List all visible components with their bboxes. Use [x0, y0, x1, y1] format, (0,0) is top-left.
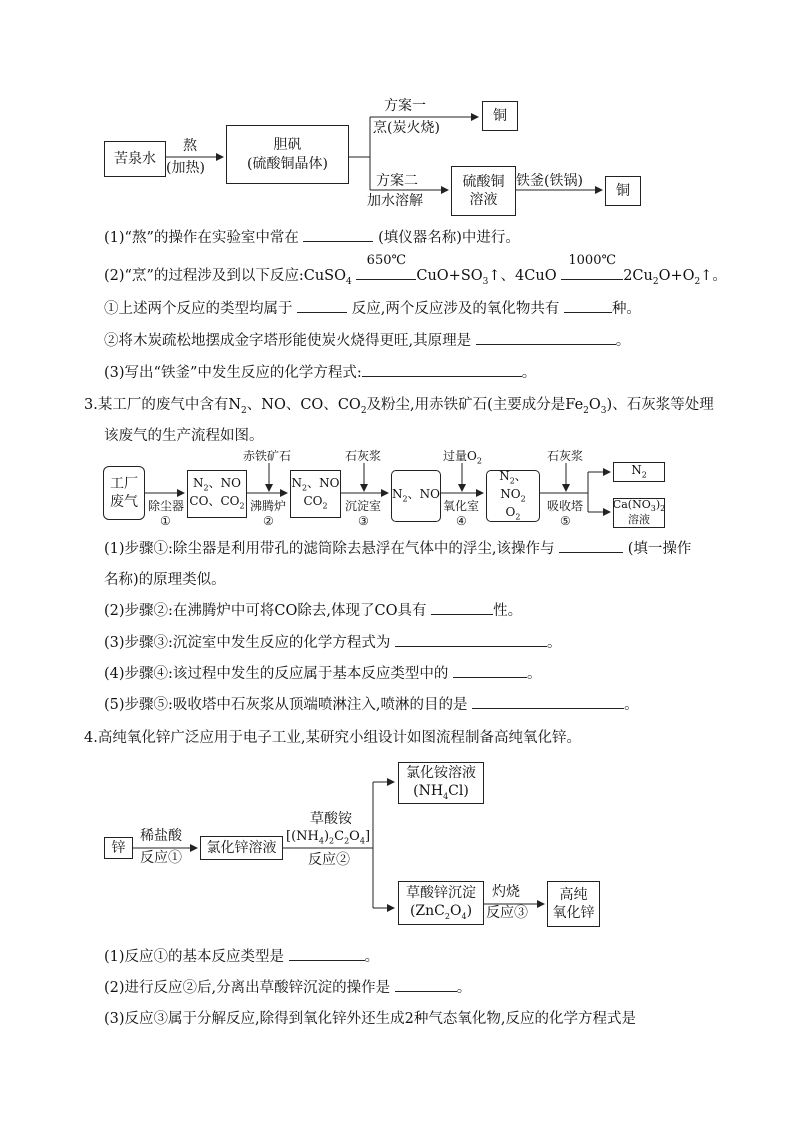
plan2-label: 方案二 — [376, 173, 418, 189]
ammonium-chloride-box: 氯化铵溶液 $(NH_4Cl)$ — [398, 762, 484, 804]
lime-slurry-label-1: 石灰浆 — [345, 449, 382, 463]
step2-number: ② — [263, 514, 274, 528]
reaction1-label: 反应① — [140, 850, 182, 866]
lime-slurry-label-2: 石灰浆 — [547, 449, 584, 463]
q4-part1: (1)反应①的基本反应类型是 。 — [104, 945, 379, 969]
q2-part2: (2)“烹”的过程涉及到以下反应:CuSO$_4$ 650℃ $CuO+SO_3↑$、4CuO 1000℃ $2Cu_2O+O_2↑$。 — [104, 253, 727, 287]
gas-box-2: $N_2$、NO $CO_2$ — [290, 470, 341, 518]
blue-vitriol-box: 胆矾 (硫酸铜晶体) — [226, 125, 349, 184]
zinc-box: 锌 — [104, 837, 133, 859]
heating-label: (加热) — [166, 160, 205, 176]
step4-number: ④ — [456, 514, 467, 528]
copper-box-1: 铜 — [482, 101, 518, 131]
q3-intro: 3.某工厂的废气中含有$N_2$、NO、CO、$CO_2$及粉尘,用赤铁矿石(主要成分是$Fe_2O_3$)、石灰浆等处理 — [84, 397, 714, 416]
answer-blank[interactable] — [289, 946, 365, 961]
q2-part1: (1)“熬”的操作在实验室中常在 (填仪器名称)中进行。 — [104, 226, 520, 250]
dust-collector-label: 除尘器 — [148, 499, 185, 513]
bitter-spring-water-box: 苦泉水 — [104, 141, 166, 177]
absorption-tower-label: 吸收塔 — [547, 499, 584, 513]
copper-box-2: 铜 — [605, 176, 641, 206]
hematite-label: 赤铁矿石 — [243, 449, 292, 463]
gas-box-1: $N_2$、NO CO、$CO_2$ — [187, 470, 247, 518]
calcination-label: 灼烧 — [492, 884, 520, 900]
q3-part1: (1)步骤①:除尘器是利用带孔的滤筒除去悬浮在气体中的浮尘,该操作与 (填一操作 — [104, 537, 691, 561]
ammonium-oxalate-label: 草酸铵 — [310, 811, 352, 827]
q4-intro: 4.高纯氧化锌广泛应用于电子工业,某研究小组设计如图流程制备高纯氧化锌。 — [84, 730, 581, 746]
q3-intro-line2: 该废气的生产流程如图。 — [104, 428, 264, 444]
step1-number: ① — [160, 514, 171, 528]
step3-number: ③ — [358, 514, 369, 528]
step5-number: ⑤ — [560, 514, 571, 528]
q3-part5: (5)步骤⑤:吸收塔中石灰浆从顶端喷淋注入,喷淋的目的是 。 — [104, 693, 639, 717]
calcium-nitrate-output-box: $Ca(NO_3)_2$ 溶液 — [612, 498, 666, 527]
add-water-label: 加水溶解 — [367, 193, 423, 209]
boil-label: 熬 — [183, 138, 197, 154]
zinc-chloride-solution-box: 氯化锌溶液 — [200, 836, 283, 860]
q3-part3: (3)步骤③:沉淀室中发生反应的化学方程式为 。 — [104, 631, 562, 655]
q2-part2-sub1: ①上述两个反应的类型均属于 反应,两个反应涉及的氧化物共有 种。 — [104, 297, 641, 321]
settling-chamber-label: 沉淀室 — [345, 499, 382, 513]
q3-part2: (2)步骤②:在沸腾炉中可将CO除去,体现了CO具有 性。 — [104, 599, 522, 623]
q2-part3: (3)写出“铁釜”中发生反应的化学方程式: 。 — [104, 361, 536, 385]
oxidation-chamber-label: 氧化室 — [443, 499, 480, 513]
q4-part2: (2)进行反应②后,分离出草酸锌沉淀的操作是 。 — [104, 976, 471, 1000]
copper-sulfate-solution-box: 硫酸铜 溶液 — [451, 166, 516, 216]
plan1-label: 方案一 — [384, 98, 426, 114]
q2-part2-sub2: ②将木炭疏松地摆成金字塔形能使炭火烧得更旺,其原理是 。 — [104, 329, 630, 353]
q4-part3: (3)反应③属于分解反应,除得到氧化锌外还生成2种气态氧化物,反应的化学方程式是 — [104, 1011, 636, 1027]
ammonium-oxalate-formula: $[(NH_4)_2C_2O_4]$ — [286, 829, 371, 846]
n2-output-box: $N_2$ — [613, 462, 665, 482]
iron-pot-label: 铁釜(铁锅) — [516, 173, 583, 189]
roast-label: 烹(炭火烧) — [373, 120, 440, 136]
excess-oxygen-label: 过量$O_2$ — [443, 449, 482, 466]
gas-box-4: $N_2$、$NO_2$ $O_2$ — [486, 470, 540, 522]
high-purity-zinc-oxide-box: 高纯 氧化锌 — [547, 881, 600, 927]
q3-part4: (4)步骤④:该过程中发生的反应属于基本反应类型中的 。 — [104, 662, 542, 686]
factory-waste-gas-box: 工厂 废气 — [103, 466, 145, 520]
q3-part1-line2: 名称)的原理类似。 — [104, 572, 226, 588]
gas-box-3: $N_2$、NO — [391, 470, 441, 522]
dilute-hcl-label: 稀盐酸 — [140, 828, 182, 844]
reaction3-label: 反应③ — [486, 905, 528, 921]
answer-blank[interactable] — [395, 977, 457, 992]
boiling-furnace-label: 沸腾炉 — [250, 499, 287, 513]
reaction2-label: 反应② — [308, 852, 350, 868]
zinc-oxalate-box: 草酸锌沉淀 $(ZnC_2O_4)$ — [398, 881, 484, 925]
